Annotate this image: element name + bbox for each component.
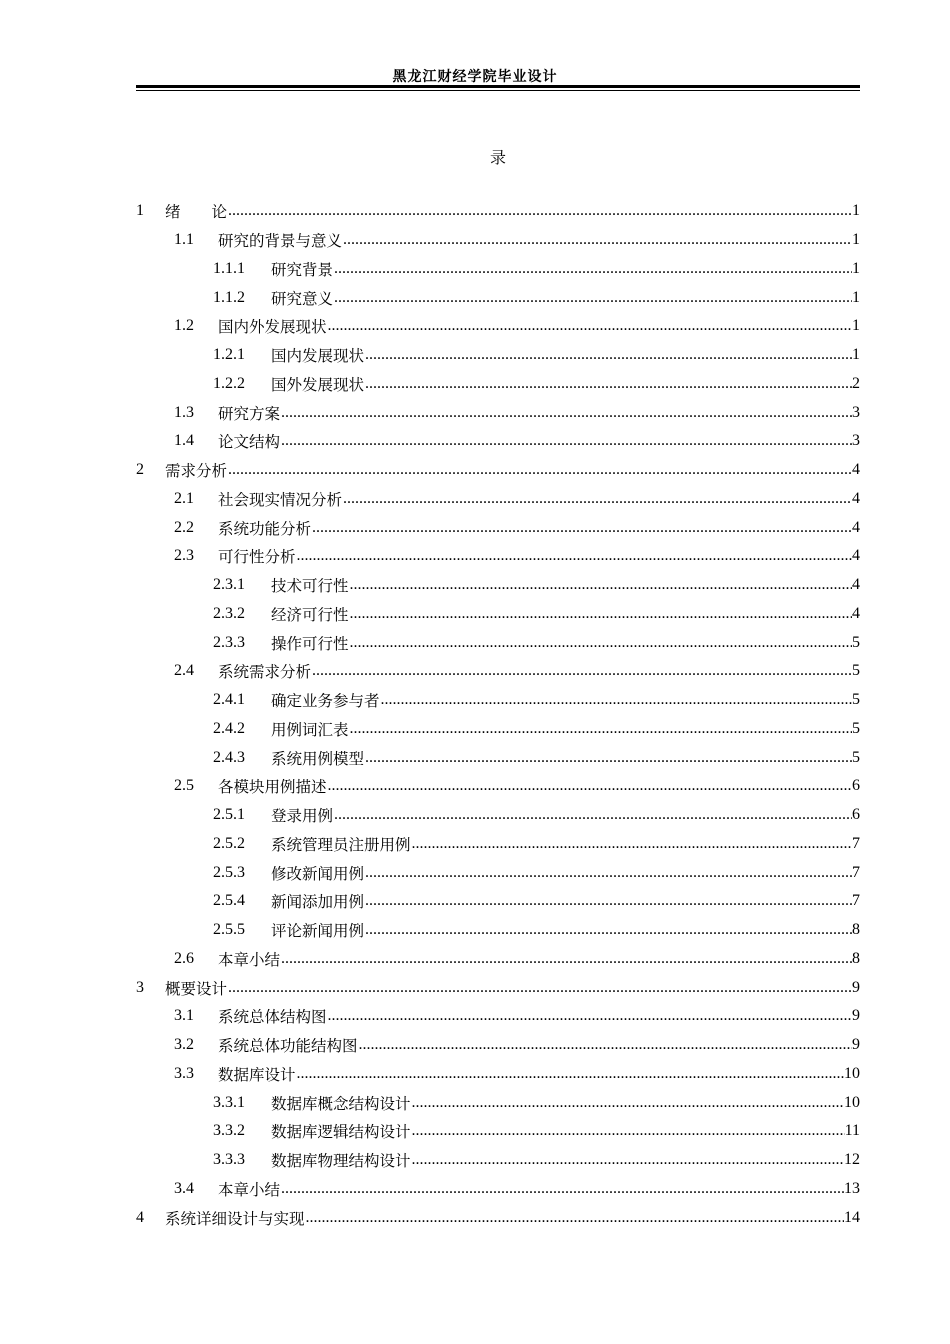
- toc-entry-page-number: 7: [852, 863, 860, 881]
- toc-entry-page-number: 10: [844, 1093, 860, 1111]
- toc-entry-number: 2.4.3: [213, 748, 245, 766]
- toc-entry-title: 概要设计: [165, 979, 228, 998]
- toc-entry-number: 2.5.2: [213, 834, 245, 852]
- toc-entry-page-number: 8: [852, 921, 860, 939]
- toc-dot-leader: [228, 980, 852, 996]
- toc-entry-page-number: 13: [844, 1179, 860, 1197]
- toc-entry-title: 研究意义: [271, 289, 334, 308]
- toc-entry-number: 2.5.4: [213, 892, 245, 910]
- toc-entry-page-number: 1: [852, 317, 860, 335]
- toc-entry-page-number: 11: [844, 1122, 860, 1140]
- toc-dot-leader: [334, 807, 852, 823]
- toc-entry-page-number: 5: [852, 748, 860, 766]
- toc-entry-page-number: 3: [852, 432, 860, 450]
- toc-entry-number: 2.3.3: [213, 633, 245, 651]
- toc-entry-number: 3.2: [174, 1036, 194, 1054]
- toc-entry-page-number: 1: [852, 259, 860, 277]
- toc-dot-leader: [350, 606, 852, 622]
- toc-entry-number: 1.2.2: [213, 374, 245, 392]
- toc-entry-number: 3: [136, 978, 144, 996]
- toc-entry-number: 2.3.1: [213, 576, 245, 594]
- toc-dot-leader: [334, 290, 852, 306]
- toc-entry[interactable]: [136, 801, 860, 830]
- toc-entry-title: 研究方案: [218, 404, 281, 423]
- toc-entry-page-number: 3: [852, 403, 860, 421]
- toc-dot-leader: [365, 865, 852, 881]
- toc-entry-number: 2.4.2: [213, 719, 245, 737]
- toc-entry-number: 1.1: [174, 231, 194, 249]
- toc-entry-number: 1.1.2: [213, 288, 245, 306]
- toc-entry-title: 本章小结: [218, 1180, 281, 1199]
- toc-entry[interactable]: [136, 772, 860, 801]
- toc-entry-title: 研究背景: [271, 260, 334, 279]
- toc-entry-number: 2.5.3: [213, 863, 245, 881]
- toc-entry-page-number: 4: [852, 547, 860, 565]
- toc-entry-page-number: 12: [844, 1151, 860, 1169]
- toc-entry-number: 3.3: [174, 1064, 194, 1082]
- toc-entry-title: 登录用例: [271, 807, 334, 826]
- toc-entry-page-number: 9: [852, 978, 860, 996]
- toc-entry[interactable]: [136, 341, 860, 370]
- toc-entry[interactable]: [136, 513, 860, 542]
- toc-entry-page-number: 4: [852, 518, 860, 536]
- toc-entry-title: 需求分析: [165, 462, 228, 481]
- toc-entry-number: 2.5.5: [213, 921, 245, 939]
- toc-entry-number: 1: [136, 202, 144, 220]
- toc-entry-title: 系统功能分析: [218, 519, 312, 538]
- toc-dot-leader: [359, 1037, 852, 1053]
- toc-entry-title: 数据库物理结构设计: [271, 1152, 411, 1171]
- toc-dot-leader: [412, 1095, 844, 1111]
- toc-entry[interactable]: [136, 1175, 860, 1204]
- toc-entry-title: 数据库概念结构设计: [271, 1094, 411, 1113]
- toc-entry-number: 2.6: [174, 949, 194, 967]
- toc-entry-page-number: 1: [852, 346, 860, 364]
- toc-entry-number: 2.3.2: [213, 604, 245, 622]
- toc-entry[interactable]: [136, 312, 860, 341]
- toc-entry[interactable]: [136, 283, 860, 312]
- toc-entry[interactable]: [136, 427, 860, 456]
- toc-entry-title: 社会现实情况分析: [218, 490, 343, 509]
- toc-dot-leader: [281, 1181, 844, 1197]
- toc-entry-page-number: 1: [852, 288, 860, 306]
- toc-entry[interactable]: [136, 370, 860, 399]
- toc-entry-page-number: 5: [852, 633, 860, 651]
- toc-entry[interactable]: [136, 686, 860, 715]
- toc-entry-number: 1.1.1: [213, 259, 245, 277]
- toc-entry-title: 系统总体功能结构图: [218, 1037, 358, 1056]
- toc-dot-leader: [281, 951, 852, 967]
- toc-entry[interactable]: [136, 1146, 860, 1175]
- toc-entry[interactable]: [136, 255, 860, 284]
- toc-entry-page-number: 6: [852, 806, 860, 824]
- toc-entry[interactable]: [136, 945, 860, 974]
- toc-entry-page-number: 9: [852, 1036, 860, 1054]
- toc-entry-page-number: 5: [852, 719, 860, 737]
- toc-entry-page-number: 4: [852, 604, 860, 622]
- toc-dot-leader: [350, 577, 852, 593]
- toc-entry-title: 系统用例模型: [271, 749, 365, 768]
- toc-entry[interactable]: [136, 743, 860, 772]
- toc-entry-title: 研究的背景与意义: [218, 232, 343, 251]
- toc-entry-title: 经济可行性: [271, 605, 349, 624]
- toc-entry-page-number: 6: [852, 777, 860, 795]
- toc-entry-title: 系统需求分析: [218, 663, 312, 682]
- toc-entry-title: 修改新闻用例: [271, 864, 365, 883]
- toc-entry[interactable]: [136, 600, 860, 629]
- toc-entry-number: 1.2: [174, 317, 194, 335]
- toc-title: 录: [489, 148, 506, 167]
- toc-entry-title: 论文结构: [218, 433, 281, 452]
- toc-dot-leader: [228, 203, 852, 219]
- toc-entry-number: 2: [136, 461, 144, 479]
- toc-dot-leader: [343, 491, 852, 507]
- toc-entry[interactable]: [136, 226, 860, 255]
- toc-entry-title: 用例词汇表: [271, 720, 349, 739]
- toc-entry-page-number: 5: [852, 691, 860, 709]
- toc-entry-number: 3.3.3: [213, 1151, 245, 1169]
- toc-entry[interactable]: [136, 916, 860, 945]
- toc-entry-title: 本章小结: [218, 950, 281, 969]
- toc-entry[interactable]: [136, 830, 860, 859]
- toc-entry-title: 各模块用例描述: [218, 778, 327, 797]
- toc-dot-leader: [350, 721, 852, 737]
- toc-entry-title: 技术可行性: [271, 577, 349, 596]
- toc-entry-title: 评论新闻用例: [271, 922, 365, 941]
- toc-entry-title: 系统详细设计与实现: [165, 1209, 305, 1228]
- toc-entry-number: 2.4.1: [213, 691, 245, 709]
- toc-entry-number: 3.4: [174, 1179, 194, 1197]
- toc-entry-number: 3.1: [174, 1007, 194, 1025]
- toc-dot-leader: [365, 922, 852, 938]
- toc-entry-title: 系统管理员注册用例: [271, 835, 411, 854]
- toc-entry[interactable]: [136, 1088, 860, 1117]
- toc-entry[interactable]: [136, 1117, 860, 1146]
- toc-entry[interactable]: [136, 456, 860, 485]
- toc-entry-number: 2.5: [174, 777, 194, 795]
- toc-entry[interactable]: [136, 485, 860, 514]
- toc-entry-title: 国内外发展现状: [218, 318, 327, 337]
- toc-dot-leader: [412, 836, 852, 852]
- toc-entry-number: 4: [136, 1208, 144, 1226]
- toc-entry-title: 确定业务参与者: [271, 692, 380, 711]
- toc-entry[interactable]: [136, 571, 860, 600]
- toc-entry-number: 1.2.1: [213, 346, 245, 364]
- toc-entry-page-number: 2: [852, 374, 860, 392]
- toc-entry[interactable]: [136, 715, 860, 744]
- toc-entry-number: 2.2: [174, 518, 194, 536]
- toc-entry-page-number: 7: [852, 892, 860, 910]
- toc-dot-leader: [312, 663, 852, 679]
- toc-entry-page-number: 4: [852, 576, 860, 594]
- toc-dot-leader: [228, 462, 852, 478]
- toc-dot-leader: [281, 433, 852, 449]
- toc-entry-title: 可行性分析: [218, 548, 296, 567]
- toc-entry-number: 1.4: [174, 432, 194, 450]
- toc-entry-page-number: 7: [852, 834, 860, 852]
- toc-dot-leader: [365, 893, 852, 909]
- toc-entry[interactable]: [136, 1002, 860, 1031]
- toc-entry-title: 国外发展现状: [271, 375, 365, 394]
- toc-entry-page-number: 8: [852, 949, 860, 967]
- toc-entry-title: 数据库设计: [218, 1065, 296, 1084]
- table-of-contents: [136, 197, 860, 1232]
- toc-entry-title: 系统总体结构图: [218, 1008, 327, 1027]
- toc-entry[interactable]: [136, 542, 860, 571]
- toc-entry-page-number: 1: [852, 231, 860, 249]
- toc-entry-page-number: 10: [844, 1064, 860, 1082]
- toc-dot-leader: [297, 548, 852, 564]
- toc-dot-leader: [312, 520, 852, 536]
- toc-dot-leader: [334, 261, 852, 277]
- toc-entry[interactable]: [136, 657, 860, 686]
- toc-entry[interactable]: [136, 628, 860, 657]
- toc-dot-leader: [328, 778, 852, 794]
- toc-entry[interactable]: [136, 1031, 860, 1060]
- toc-entry-number: 1.3: [174, 403, 194, 421]
- toc-entry-page-number: 9: [852, 1007, 860, 1025]
- toc-dot-leader: [365, 347, 852, 363]
- toc-entry-page-number: 4: [852, 461, 860, 479]
- toc-dot-leader: [343, 232, 852, 248]
- toc-entry-number: 3.3.2: [213, 1122, 245, 1140]
- toc-entry-page-number: 5: [852, 662, 860, 680]
- toc-entry-number: 2.4: [174, 662, 194, 680]
- toc-entry-title: 绪 论: [165, 203, 228, 222]
- toc-dot-leader: [412, 1123, 845, 1139]
- toc-entry-number: 2.1: [174, 489, 194, 507]
- toc-entry-title: 数据库逻辑结构设计: [271, 1123, 411, 1142]
- toc-dot-leader: [365, 750, 852, 766]
- toc-entry-page-number: 4: [852, 489, 860, 507]
- toc-dot-leader: [365, 376, 852, 392]
- toc-entry[interactable]: [136, 973, 860, 1002]
- toc-dot-leader: [306, 1210, 844, 1226]
- toc-entry-page-number: 1: [852, 202, 860, 220]
- toc-entry-title: 操作可行性: [271, 634, 349, 653]
- toc-entry-page-number: 14: [844, 1208, 860, 1226]
- toc-entry-number: 2.3: [174, 547, 194, 565]
- toc-entry[interactable]: [136, 1203, 860, 1232]
- toc-entry[interactable]: [136, 197, 860, 226]
- toc-entry-title: 新闻添加用例: [271, 893, 365, 912]
- toc-dot-leader: [412, 1152, 844, 1168]
- toc-entry-number: 2.5.1: [213, 806, 245, 824]
- toc-entry[interactable]: [136, 398, 860, 427]
- header-rule-thick: [136, 85, 860, 88]
- page-header-title: 黑龙江财经学院毕业设计: [392, 69, 558, 85]
- toc-dot-leader: [281, 405, 852, 421]
- header-rule-thin: [136, 90, 860, 91]
- toc-entry-number: 3.3.1: [213, 1093, 245, 1111]
- toc-dot-leader: [381, 692, 852, 708]
- toc-dot-leader: [328, 1008, 852, 1024]
- toc-entry[interactable]: [136, 858, 860, 887]
- toc-dot-leader: [297, 1066, 844, 1082]
- toc-dot-leader: [328, 318, 852, 334]
- toc-dot-leader: [350, 635, 852, 651]
- toc-entry[interactable]: [136, 887, 860, 916]
- toc-entry-title: 国内发展现状: [271, 347, 365, 366]
- toc-entry[interactable]: [136, 1060, 860, 1089]
